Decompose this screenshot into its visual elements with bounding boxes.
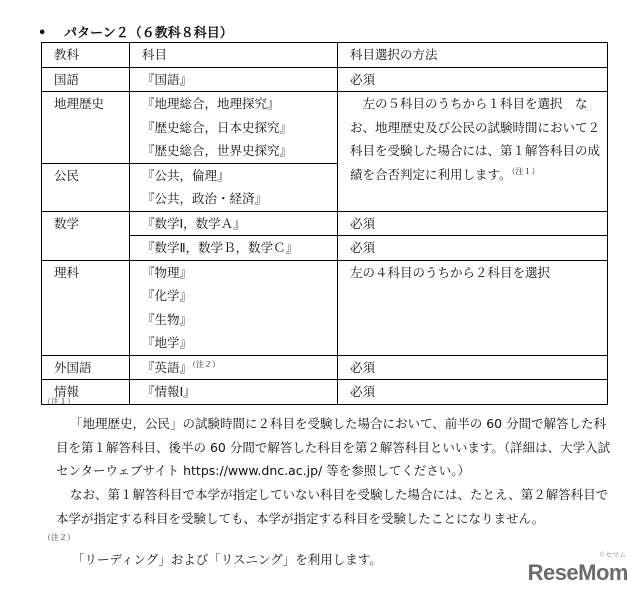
resemom-logo: ReseMom bbox=[527, 560, 628, 585]
table-row bbox=[42, 211, 608, 236]
course-cell: 『情報Ⅰ』 bbox=[130, 380, 338, 405]
course-cell bbox=[130, 92, 338, 164]
method-cell: 必須 bbox=[338, 380, 608, 405]
note-ref: （注１） bbox=[511, 166, 540, 176]
course-item: 『物理』 bbox=[142, 264, 193, 280]
subject-cell: 数学 bbox=[42, 211, 130, 260]
note1-label: （注１） bbox=[43, 397, 75, 406]
subject-cell: 公民 bbox=[42, 163, 130, 211]
course-cell: 『数学Ⅰ，数学Ａ』 bbox=[130, 211, 338, 236]
note2-paragraph: 「リーディング」および「リスニング」を利用します。 bbox=[72, 552, 382, 567]
course-item: 『歴史総合，日本史探究』 bbox=[142, 119, 293, 135]
subject-cell: 理科 bbox=[42, 260, 130, 355]
subject-cell: 国語 bbox=[42, 67, 130, 92]
subject-cell: 情報 bbox=[42, 380, 130, 405]
course-cell: 『数学Ⅱ，数学Ｂ，数学Ｃ』 bbox=[130, 236, 338, 261]
course-cell bbox=[130, 355, 338, 380]
note-ref: （注２） bbox=[192, 359, 221, 369]
method-text: 左の５科目のうちから１科目を選択 なお、地理歴史及び公民の試験時間において２科目を受験した場合には、第１解答科目の成績を合否判定に利用します。 bbox=[350, 96, 601, 182]
course-item: 『公共，倫理』 bbox=[142, 167, 230, 183]
course-item: 『地学』 bbox=[142, 335, 193, 350]
course-item: 『生物』 bbox=[142, 311, 193, 327]
logo-subtext: リセマム bbox=[598, 551, 626, 559]
method-cell: 必須 bbox=[338, 67, 608, 92]
header-course: 科目 bbox=[130, 43, 338, 68]
method-cell: 必須 bbox=[338, 211, 608, 236]
table-row bbox=[42, 355, 608, 380]
heading-title: パターン２（６教科８科目） bbox=[64, 26, 233, 41]
subject-cell: 地理歴史 bbox=[42, 92, 130, 164]
course-cell: 『国語』 bbox=[130, 67, 338, 92]
bullet-icon: • bbox=[38, 26, 47, 41]
course-item: 『歴史総合，世界史探究』 bbox=[142, 143, 293, 158]
table-row bbox=[42, 260, 608, 355]
course-cell bbox=[130, 260, 338, 355]
section-heading bbox=[38, 22, 233, 41]
course-item: 『英語』 bbox=[142, 359, 193, 375]
table-row bbox=[42, 92, 608, 164]
table-row bbox=[42, 380, 608, 405]
header-subject: 教科 bbox=[42, 43, 130, 68]
table-header-row bbox=[42, 43, 608, 68]
method-cell bbox=[338, 92, 608, 212]
header-method: 科目選択の方法 bbox=[338, 43, 608, 68]
course-item: 『地理総合，地理探究』 bbox=[142, 96, 280, 111]
course-item: 『公共，政治・経済』 bbox=[142, 191, 268, 206]
table-row bbox=[42, 67, 608, 92]
note2-label: （注２） bbox=[43, 533, 75, 542]
method-cell: 必須 bbox=[338, 355, 608, 380]
course-item: 『化学』 bbox=[142, 288, 193, 303]
note1-paragraph-2: なお、第１解答科目で本学が指定していない科目を受験した場合には、たとえ、第２解答科目で本学が指定する科目を受験しても、本学が指定する科目を受験したことになりません。 bbox=[56, 487, 609, 526]
method-cell: 左の４科目のうちから２科目を選択 bbox=[338, 260, 608, 355]
course-cell bbox=[130, 163, 338, 211]
method-cell: 必須 bbox=[338, 236, 608, 261]
subject-cell: 外国語 bbox=[42, 355, 130, 380]
note1-paragraph: 「地理歴史，公民」の試験時間に２科目を受験した場合において、前半の 60 分間で解答した科目を第１解答科目、後半の 60 分間で解答した科目を第２解答科目といいます。（詳細は、大学入試センターウェブサイト https://www.dnc.ac.jp/ 等を参照してください。） bbox=[56, 416, 611, 478]
subject-table bbox=[41, 42, 608, 405]
